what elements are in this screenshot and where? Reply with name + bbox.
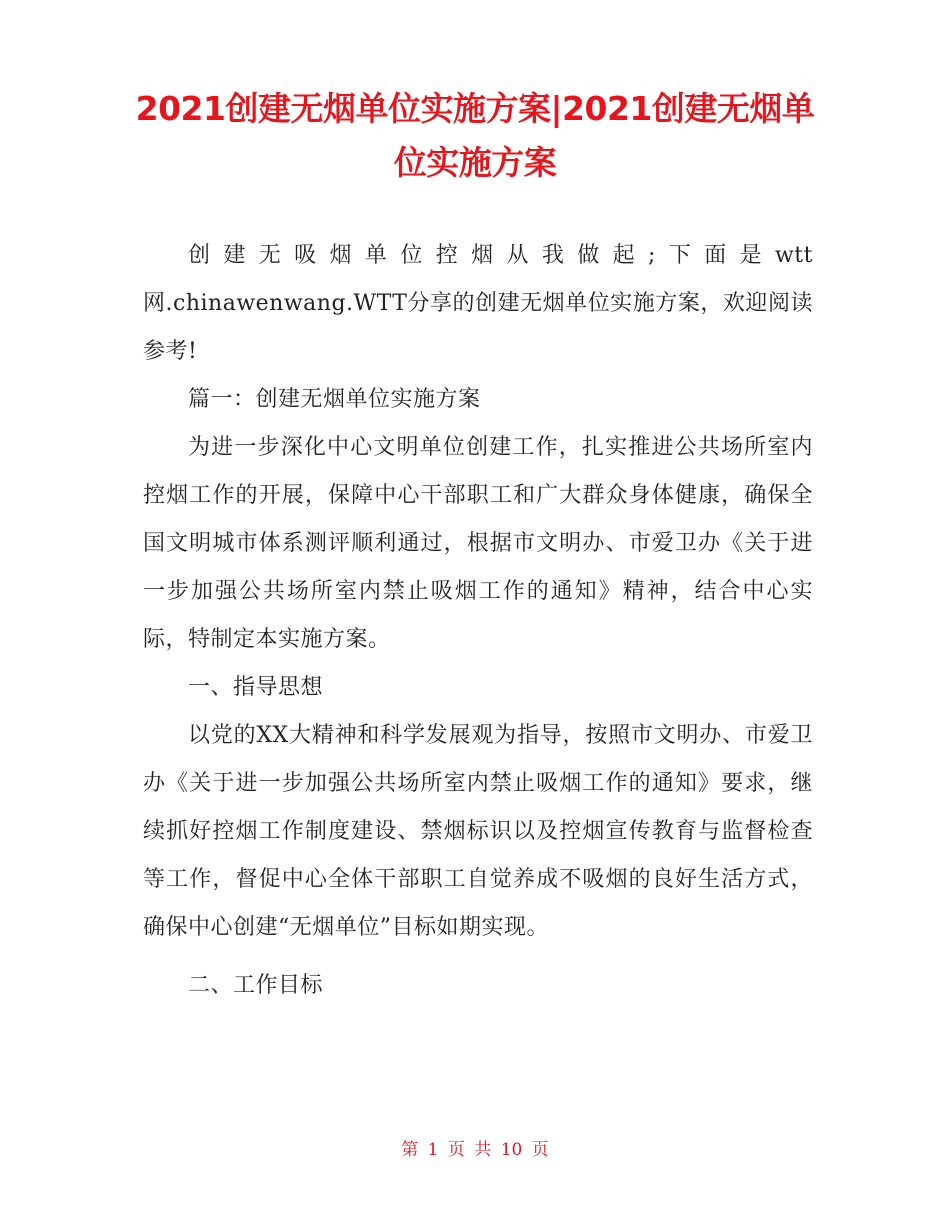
heading-guiding-ideology: 一、指导思想 [188,675,324,700]
page-footer: 第 1 页 共 10 页 [401,1140,549,1160]
paragraph-intro: 创建无吸烟单位控烟从我做起;下面是wtt网.chinawenwang.WTT分享的创建无烟单位实施方案，欢迎阅读参考! [143,243,813,364]
document-title: 2021创建无烟单位实施方案|2021创建无烟单位实施方案 [135,89,815,182]
paragraph-purpose: 为进一步深化中心文明单位创建工作，扎实推进公共场所室内控烟工作的开展，保障中心干部职工和广大群众身体健康，确保全国文明城市体系测评顺利通过，根据市文明办、市爱卫办《关于进一步加强公共场所室内禁止吸烟工作的通知》精神，结合中心实际，特制定本实施方案。 [143,435,813,652]
paragraph-section-heading: 篇一：创建无烟单位实施方案 [188,387,481,412]
heading-work-goals: 二、工作目标 [188,973,324,998]
document-body [143,232,813,1010]
paragraph-guiding-ideology: 以党的XX大精神和科学发展观为指导，按照市文明办、市爱卫办《关于进一步加强公共场所室内禁止吸烟工作的通知》要求，继续抓好控烟工作制度建设、禁烟标识以及控烟宣传教育与监督检查等工作，督促中心全体干部职工自觉养成不吸烟的良好生活方式，确保中心创建“无烟单位”目标如期实现。 [143,723,813,940]
